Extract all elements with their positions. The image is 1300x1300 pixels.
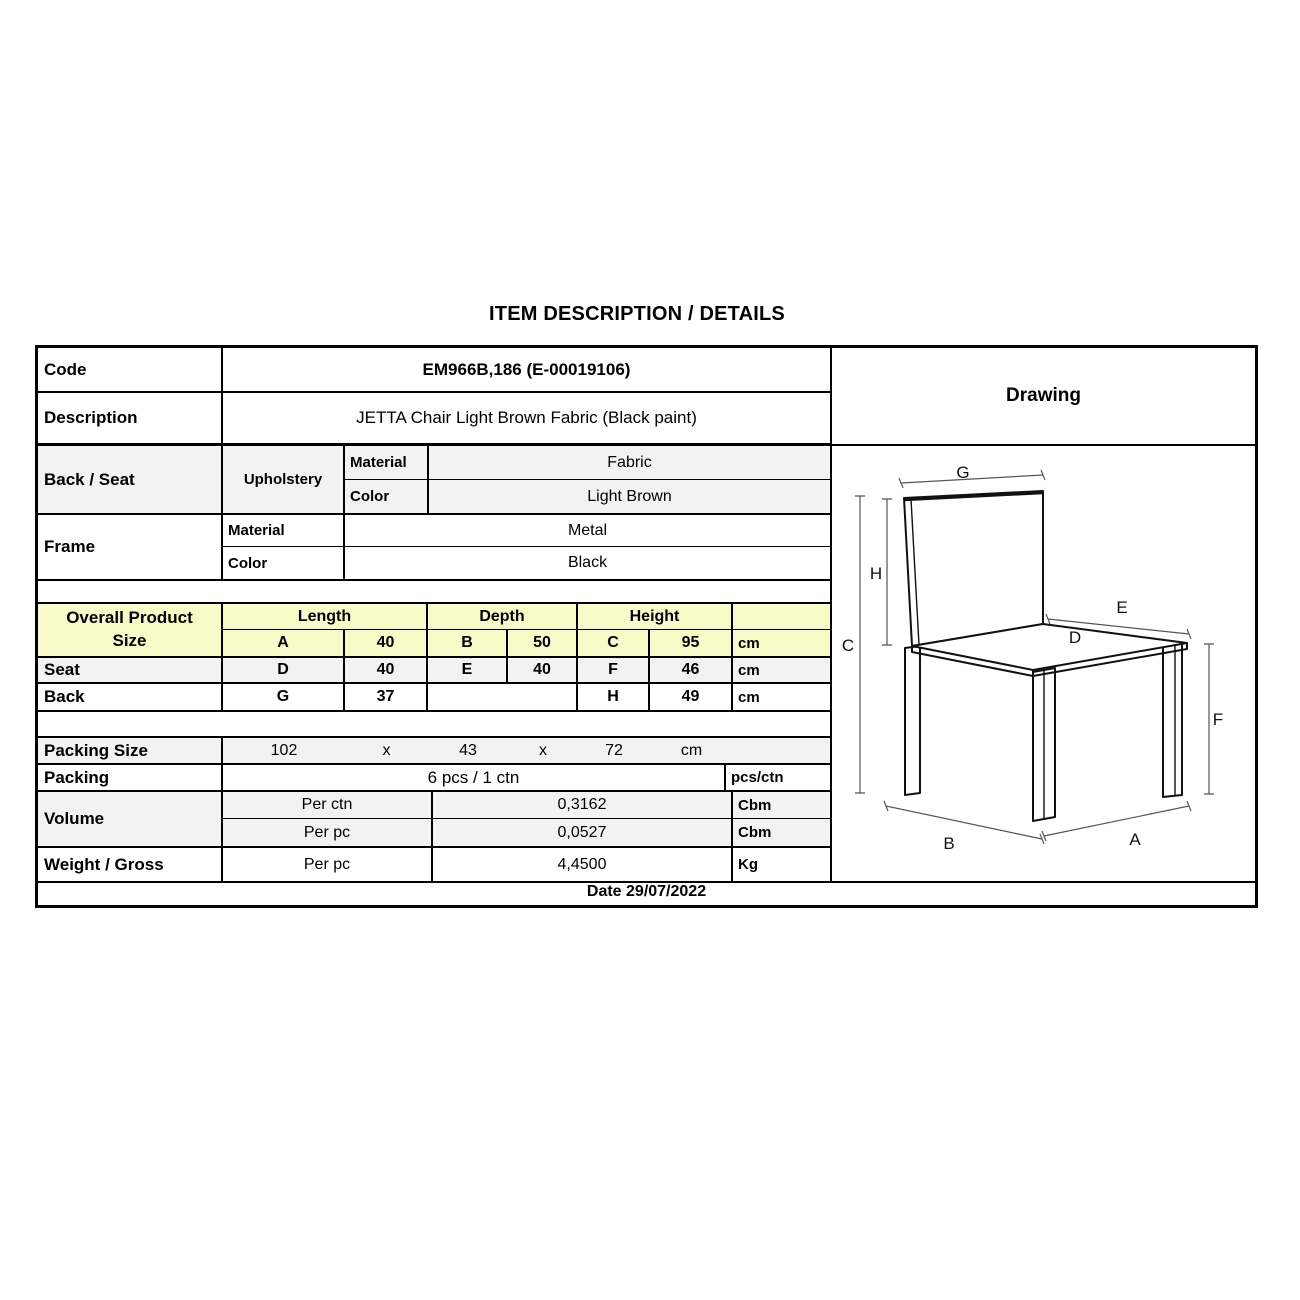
back-depth-empty-cell [428,684,578,710]
dim-label-C: C [841,636,855,655]
drawing-header: Drawing [832,348,1255,446]
back-seat-material-label: Material [345,446,429,479]
packing-label: Packing [38,765,223,790]
height-header: Height [578,604,733,629]
size-header-unit-cell [733,604,830,629]
volume-per-pc-value: 0,0527 [433,819,733,846]
overall-height-value: 95 [650,630,733,656]
back-seat-color-label: Color [345,480,429,513]
volume-label: Volume [38,792,223,846]
dim-line-C [855,496,865,793]
back-unit: cm [738,688,760,706]
page-title: ITEM DESCRIPTION / DETAILS [489,303,785,325]
spec-table [35,345,1258,908]
volume-per-pc-row [223,819,830,846]
code-label: Code [38,348,223,391]
code-value: EM966B,186 (E-00019106) [422,359,631,379]
dim-label-D: D [1068,628,1082,647]
packing-size-unit: cm [680,741,703,759]
volume-per-pc-label: Per pc [223,819,433,846]
back-seat-label: Back / Seat [38,446,223,513]
packing-size-row [38,738,830,765]
back-seat-color-row [345,480,830,513]
chair-right-leg [1163,643,1182,797]
dim-label-G: G [956,463,970,482]
back-seat-material-row [345,446,830,480]
description-value: JETTA Chair Light Brown Fabric (Black paint) [356,408,697,427]
overall-size-group [38,604,830,658]
date-row [38,881,1255,901]
dim-label-H: H [869,564,883,583]
chair-drawing [832,446,1255,881]
dim-line-B [884,801,1044,844]
overall-size-label-line1: Overall Product [66,608,193,628]
frame-group [38,515,830,581]
overall-length-value: 40 [345,630,428,656]
seat-height-value: 46 [650,658,733,682]
seat-label: Seat [38,658,223,682]
length-header: Length [223,604,428,629]
back-seat-color-value: Light Brown [587,487,672,505]
back-seat-group [38,446,830,515]
date-text: Date 29/07/2022 [586,883,707,900]
chair-outline [904,491,1187,821]
frame-label: Frame [38,515,223,579]
volume-per-ctn-value: 0,3162 [433,792,733,818]
dim-line-G [899,470,1045,488]
packing-size-sep-1: x [382,741,391,759]
back-length-value: 37 [345,684,428,710]
dim-label-B: B [943,834,955,853]
packing-size-value-3: 72 [605,741,623,759]
seat-depth-value: 40 [508,658,578,682]
upholstery-label: Upholstery [223,446,345,513]
packing-size-value-1: 102 [270,741,298,759]
packing-size-label: Packing Size [38,738,223,763]
seat-unit: cm [738,661,760,679]
chair-left-leg [905,646,920,795]
volume-per-pc-unit: Cbm [738,824,772,841]
overall-size-label-line2: Size [112,631,147,650]
spec-table-right [832,348,1255,881]
dim-label-A: A [1129,830,1141,849]
spec-table-left [38,348,832,881]
weight-label: Weight / Gross [38,848,223,881]
seat-length-letter: D [223,658,345,682]
chair-backrest [904,491,1043,646]
weight-per-label: Per pc [223,848,433,881]
overall-size-unit: cm [738,634,760,652]
code-row [38,348,830,393]
seat-depth-letter: E [428,658,508,682]
packing-size-sep-2: x [539,741,547,759]
volume-per-ctn-unit: Cbm [738,796,772,814]
overall-depth-value: 50 [508,630,578,656]
overall-height-letter: C [578,630,650,656]
seat-height-letter: F [578,658,650,682]
overall-depth-letter: B [428,630,508,656]
back-height-letter: H [578,684,650,710]
chair-drawing-svg [832,446,1255,881]
description-row [38,393,830,446]
dim-line-H [882,499,892,645]
back-seat-material-value: Fabric [607,453,652,471]
volume-group [38,792,830,848]
packing-unit: pcs/ctn [731,769,784,786]
frame-material-value: Metal [567,521,608,539]
frame-material-row [223,515,830,547]
overall-size-label [38,604,223,656]
description-label: Description [38,393,223,443]
packing-value: 6 pcs / 1 ctn [223,765,726,790]
back-height-value: 49 [650,684,733,710]
weight-row [38,848,830,881]
frame-color-value: Black [567,554,608,571]
spacer-row-2 [38,712,830,738]
dim-line-A [1042,801,1191,841]
weight-value: 4,4500 [433,848,733,881]
volume-per-ctn-label: Per ctn [223,792,433,818]
packing-size-value-2: 43 [459,741,477,759]
overall-length-letter: A [223,630,345,656]
seat-row [38,658,830,684]
frame-color-label: Color [223,547,345,579]
back-label: Back [38,684,223,710]
packing-row [38,765,830,792]
back-row [38,684,830,712]
frame-color-row [223,547,830,579]
frame-material-label: Material [223,515,345,546]
dim-label-F: F [1212,710,1224,729]
weight-unit: Kg [738,856,758,873]
dim-label-E: E [1116,598,1128,617]
size-header-row [223,604,830,630]
spacer-row-1 [38,581,830,604]
volume-per-ctn-row [223,792,830,819]
back-length-letter: G [223,684,345,710]
seat-length-value: 40 [345,658,428,682]
depth-header: Depth [428,604,578,629]
overall-size-values-row [223,630,830,656]
